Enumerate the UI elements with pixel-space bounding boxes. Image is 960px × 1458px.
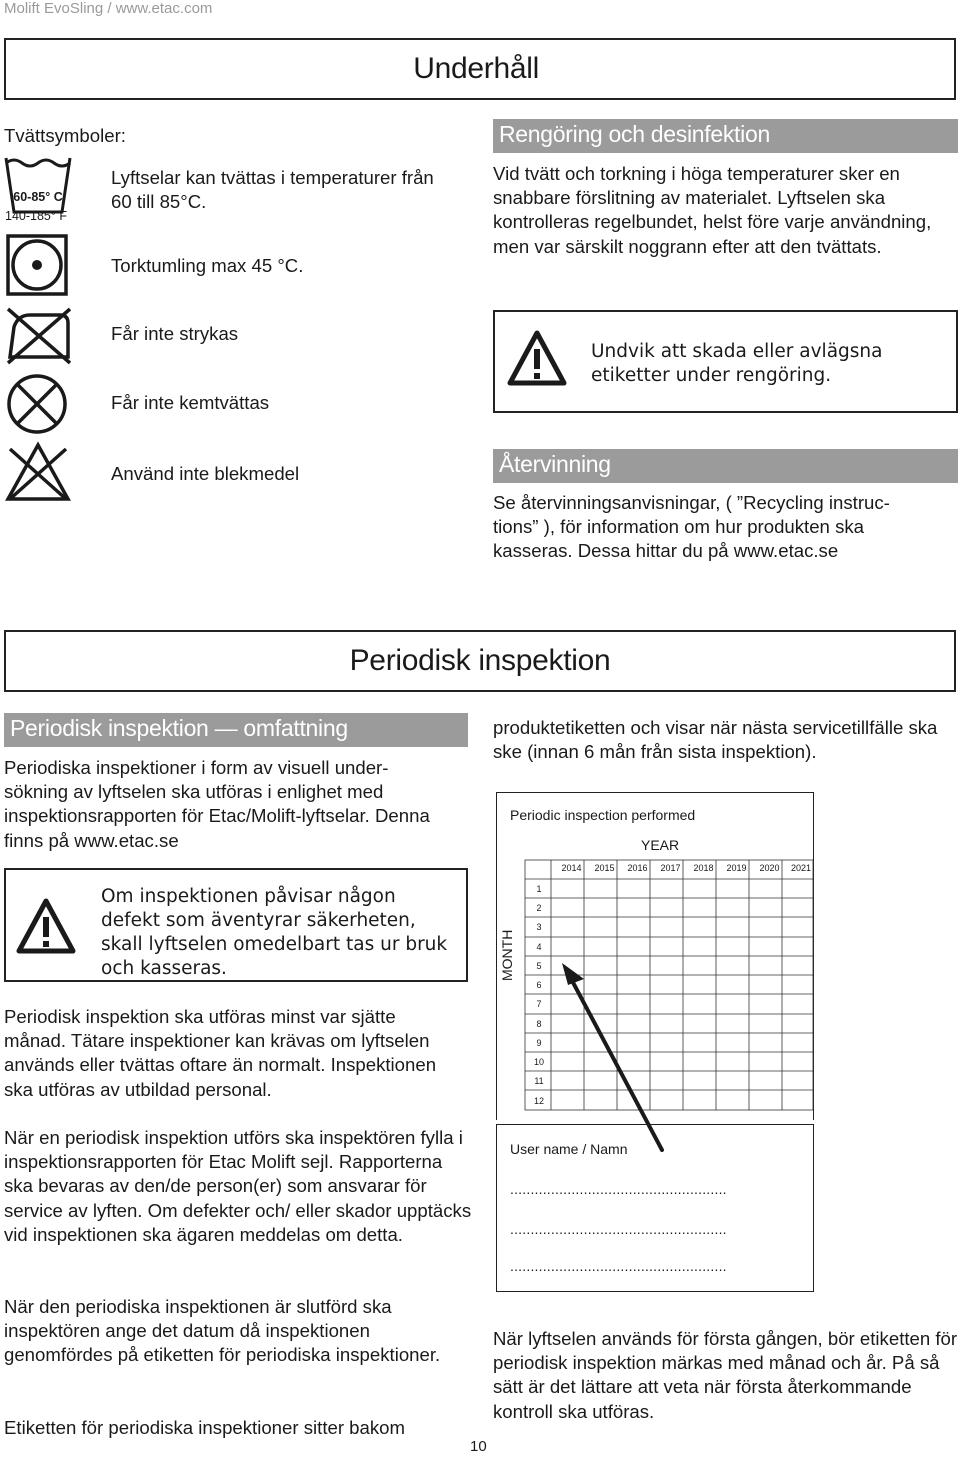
no-iron-icon [4, 305, 74, 367]
month-row-8: 8 [536, 1019, 542, 1029]
cleaning-warning-box [493, 310, 958, 413]
year-header-2016: 2016 [627, 863, 648, 873]
wash-temp-celsius: 60-85° C [13, 190, 63, 204]
label-location-text: Etiketten för periodiska inspektioner sitter bakom [4, 1417, 405, 1438]
month-row-9: 9 [536, 1038, 542, 1048]
label-location-continued-text: produktetiketten och visar när nästa servicetillfälle ska ske (innan 6 mån från sista inspektion). [493, 717, 938, 763]
year-header-2018: 2018 [693, 863, 714, 873]
month-row-5: 5 [536, 961, 542, 971]
warning-triangle-icon [507, 330, 567, 386]
label-card-title: Periodic inspection performed [510, 807, 696, 823]
inspection-warning-text: Om inspektionen påvisar någon defekt som äventyrar säkerheten, skall lyftselen omedelbart tas ur bruk och kasseras. [101, 886, 448, 979]
cleaning-heading: Rengöring och desinfektion [493, 119, 958, 153]
tumble-dry-icon [6, 234, 68, 296]
inspection-title-box [4, 630, 956, 692]
month-row-10: 10 [533, 1057, 544, 1067]
month-row-2: 2 [536, 903, 542, 913]
inspection-scope-heading: Periodisk inspektion — omfattning [4, 713, 468, 747]
year-header-2014: 2014 [561, 863, 582, 873]
inspection-scope-text: Periodiska inspektioner i form av visuell under-sökning av lyftselen ska utföras i enlighet med inspektionsrapporten för Etac/Molift-lyftselar. Denna finns på www.etac.se [4, 757, 430, 851]
no-iron-text: Får inte strykas [111, 323, 239, 344]
no-dryclean-text: Får inte kemtvättas [111, 392, 270, 413]
month-row-6: 6 [536, 980, 542, 990]
year-header-2017: 2017 [660, 863, 681, 873]
recycling-text: Se återvinningsanvisningar, ( ”Recycling instruc-tions” ), för information om hur produkten ska kasseras. Dessa hittar du på www.etac.se [493, 492, 890, 562]
inspection-title: Periodisk inspektion [349, 644, 611, 677]
user-name-label: User name / Namn [510, 1141, 628, 1157]
month-row-11: 11 [534, 1076, 544, 1086]
inspection-warning-box [4, 868, 468, 982]
no-bleach-text: Använd inte blekmedel [111, 463, 300, 484]
month-row-1: 1 [536, 884, 542, 894]
year-header-2019: 2019 [726, 863, 747, 873]
first-use-text: När lyftselen används för första gången, bör etiketten för periodisk inspektion märkas med månad och år. På så sätt är det lättare att veta när första återkommande kontroll ska utföras. [493, 1328, 958, 1422]
no-bleach-icon [4, 441, 72, 503]
no-dryclean-icon [6, 373, 68, 435]
user-name-card [496, 1124, 814, 1292]
warning-triangle-icon [16, 898, 76, 954]
year-label: YEAR [641, 837, 680, 853]
cleaning-warning-text: Undvik att skada eller avlägsna etiketter under rengöring. [591, 341, 883, 386]
month-row-4: 4 [536, 942, 542, 952]
year-header-2021: 2021 [790, 863, 812, 873]
inspection-frequency-text: Periodisk inspektion ska utföras minst var sjätte månad. Tätare inspektioner kan krävas om lyftselen används eller tvättas oftare än normalt. Inspektionen ska utföras av utbildad personal. [4, 1006, 437, 1100]
inspection-complete-text: När den periodiska inspektionen är slutförd ska inspektören ange det datum då inspektionen genomfördes på etiketten för periodiska inspektioner. [4, 1296, 441, 1366]
header-source-link: Molift EvoSling / www.etac.com [4, 0, 213, 17]
inspection-report-text: När en periodisk inspektion utförs ska inspektören fylla i inspektionsrapporten för Etac Molift sejl. Rapporterna ska bevaras av den/de person(er) som ansvarar för service av lyften. Om defekter och/ eller skador upptäcks vid inspektionen ska ägaren meddelas om detta. [4, 1127, 472, 1245]
month-row-12: 12 [533, 1096, 544, 1106]
wash-symbols-heading: Tvättsymboler: [4, 125, 126, 146]
year-header-2015: 2015 [594, 863, 615, 873]
month-label: MONTH [499, 929, 515, 981]
tumble-dry-text: Torktumling max 45 °C. [111, 255, 304, 276]
year-header-2020: 2020 [759, 863, 780, 873]
month-row-7: 7 [536, 999, 542, 1009]
page-title: Underhåll [413, 52, 539, 85]
cleaning-text: Vid tvätt och torkning i höga temperaturer sker en snabbare förslitning av materialet. Lyftselen ska kontrolleras regelbundet, helst före varje användning, men var särskilt noggrann efter att den tvättats. [493, 163, 932, 257]
user-name-line-1: ..................................................... [510, 1181, 727, 1197]
page-number: 10 [470, 1438, 487, 1455]
wash-temp-fahrenheit: 140-185° F [5, 209, 67, 223]
maintenance-title-box [4, 38, 956, 100]
wash-text: Lyftselar kan tvättas i temperaturer från 60 till 85°C. [111, 167, 434, 213]
month-row-3: 3 [536, 922, 542, 932]
recycling-heading: Återvinning [493, 449, 958, 483]
user-name-line-2: ..................................................... [510, 1221, 727, 1237]
user-name-line-3: ..................................................... [510, 1258, 727, 1274]
